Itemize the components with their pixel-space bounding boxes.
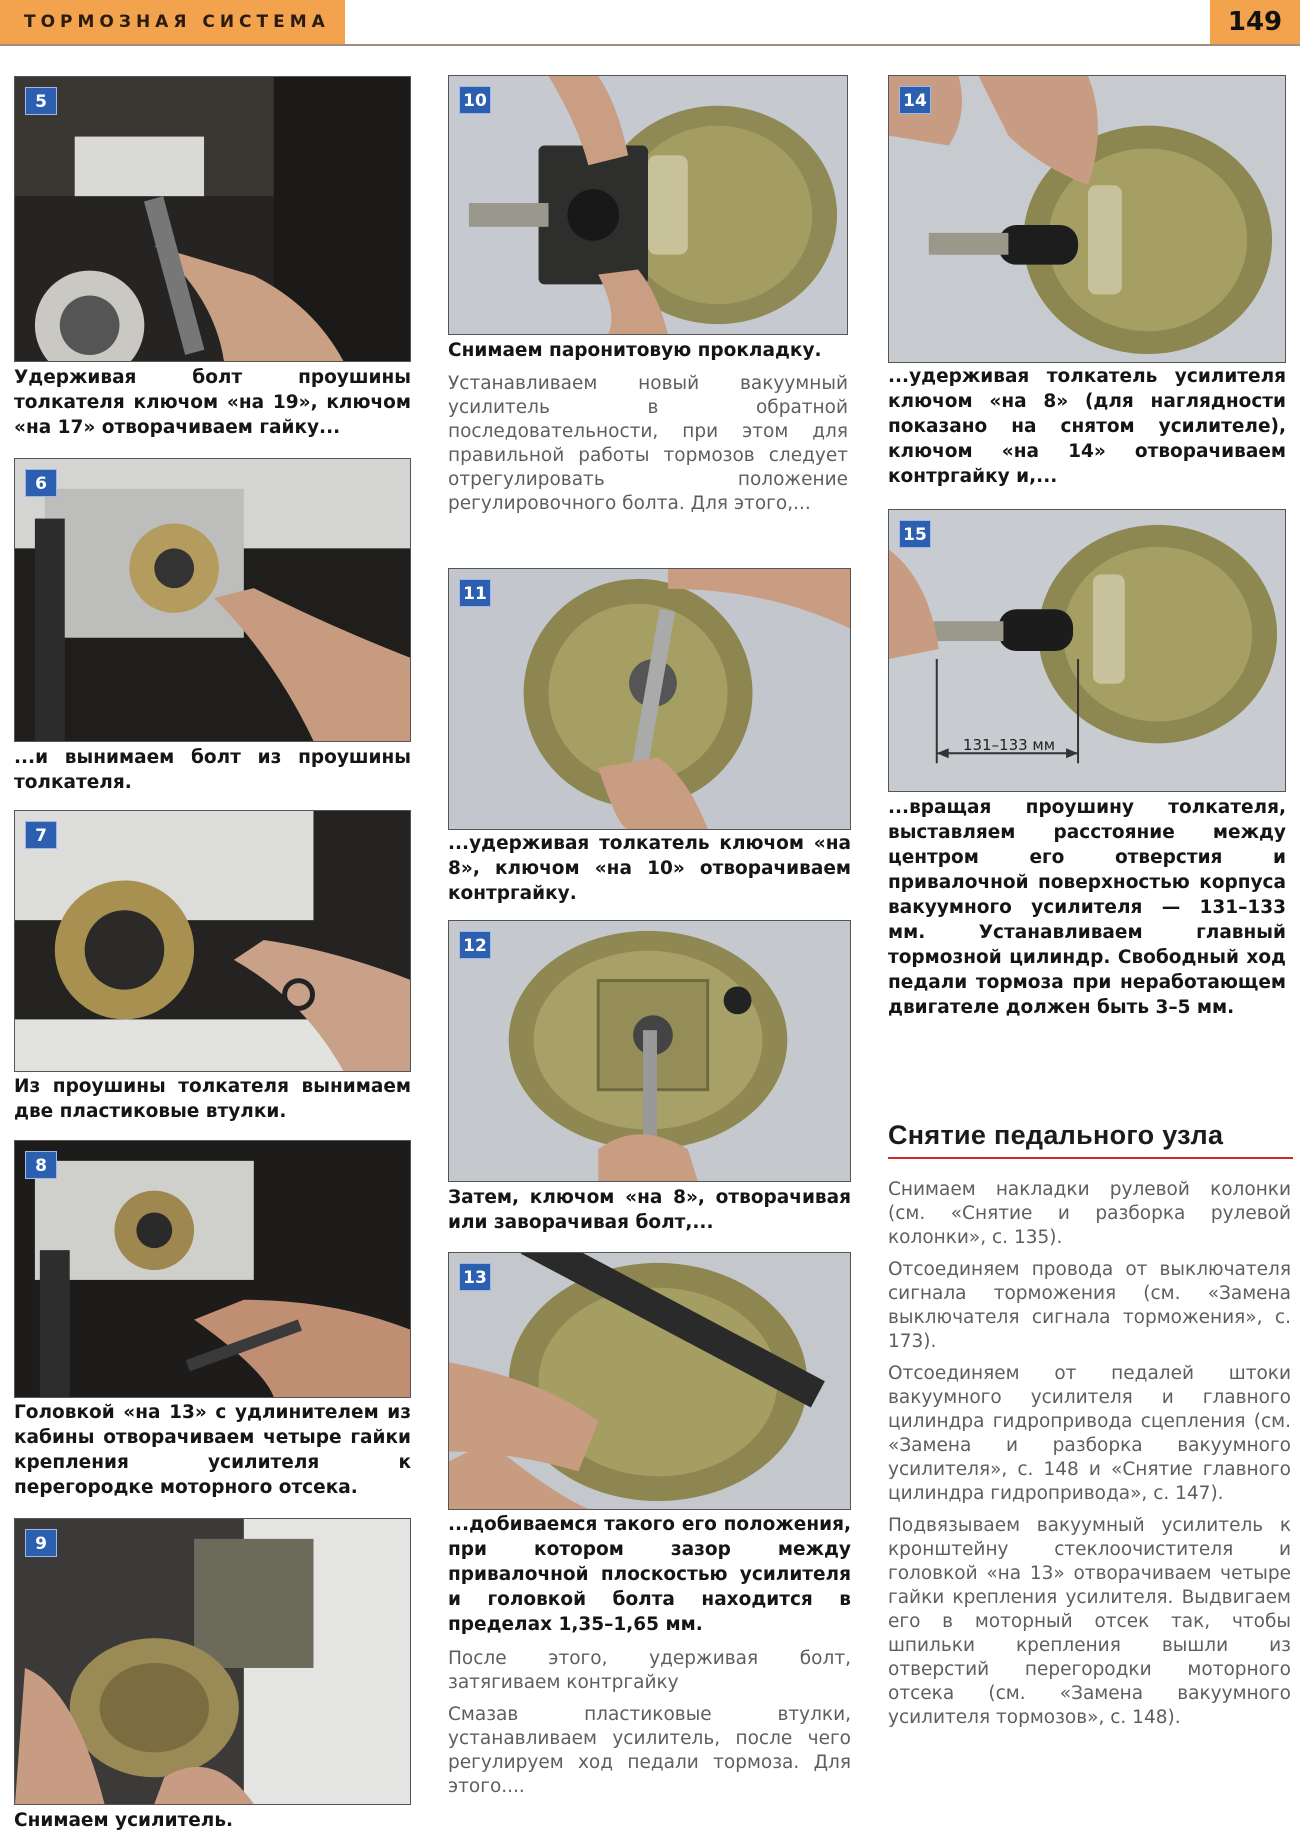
photo-number-badge: 12	[459, 931, 491, 959]
photo-7	[14, 810, 411, 1072]
photo-number-badge: 6	[25, 469, 57, 497]
lubricate-paragraph: Смазав пластиковые втулки, устанавливаем усилитель, после чего регулируем ход педали тормоза. Для этого....	[448, 1704, 851, 1797]
photo-15	[888, 509, 1286, 792]
tighten-paragraph: После этого, удерживая болт, затягиваем контргайку	[448, 1648, 851, 1693]
photo-12	[448, 920, 851, 1182]
section-title: Снятие педального узла	[888, 1120, 1224, 1150]
photo-9	[14, 1518, 411, 1805]
photo-8-caption: Головкой «на 13» с удлинителем из кабины отворачиваем четыре гайки крепления усилителя к перегородке моторного отсека.	[14, 1402, 411, 1498]
section-title-underline	[888, 1157, 1293, 1159]
page-number: 149	[1210, 0, 1300, 44]
photo-5-caption: Удерживая болт проушины толкателя ключом «на 19», ключом «на 17» отворачиваем гайку...	[14, 367, 411, 438]
photo-number-badge: 14	[899, 86, 931, 114]
photo-13-caption: ...добиваемся такого его положения, при котором зазор между привалочной плоскостью усилителя и головкой болта находится в пределах 1,35–1,65 мм.	[448, 1514, 851, 1635]
section-paragraph: Подвязываем вакуумный усилитель к кронштейну стеклоочистителя и головкой «на 13» отворачиваем четыре гайки крепления усилителя. Выдвигаем его в моторный отсек так, чтобы шпильки крепления вышли из отверстий перегородки моторного отсека (см. «Замена вакуумного усилителя тормозов», с. 148).	[888, 1515, 1291, 1728]
dimension-label: 131–133 мм	[962, 736, 1056, 754]
photo-number-badge: 5	[25, 87, 57, 115]
photo-15-caption: ...вращая проушину толкателя, выставляем расстояние между центром его отверстия и привалочной поверхностью корпуса вакуумного усилителя — 131–133 мм. Устанавливаем главный тормозной цилиндр. Свободный ход педали тормоза при неработающем двигателе должен быть 3–5 мм.	[888, 797, 1286, 1018]
section-paragraph: Снимаем накладки рулевой колонки (см. «Снятие и разборка рулевой колонки», с. 135).	[888, 1179, 1291, 1248]
tighten-text	[448, 1647, 851, 1807]
photo-number-badge: 9	[25, 1529, 57, 1557]
photo-8	[14, 1140, 411, 1398]
photo-14-caption: ...удерживая толкатель усилителя ключом «на 8» (для наглядности показано на снятом усилителе), ключом «на 14» отворачиваем контргайку и,...	[888, 366, 1286, 487]
photo-10-caption: Снимаем паронитовую прокладку.	[448, 340, 822, 361]
photo-10	[448, 75, 848, 335]
photo-12-caption: Затем, ключом «на 8», отворачивая или заворачивая болт,...	[448, 1187, 851, 1233]
header-divider	[0, 44, 1300, 46]
photo-number-badge: 11	[459, 579, 491, 607]
section-paragraph: Отсоединяем провода от выключателя сигнала торможения (см. «Замена выключателя сигнала торможения», с. 173).	[888, 1259, 1291, 1352]
photo-11	[448, 568, 851, 830]
photo-6	[14, 458, 411, 742]
photo-11-caption: ...удерживая толкатель ключом «на 8», ключом «на 10» отворачиваем контргайку.	[448, 833, 851, 904]
photo-6-caption: ...и вынимаем болт из проушины толкателя.	[14, 747, 411, 793]
photo-7-caption: Из проушины толкателя вынимаем две пластиковые втулки.	[14, 1076, 411, 1122]
photo-number-badge: 8	[25, 1151, 57, 1179]
photo-9-caption: Снимаем усилитель.	[14, 1810, 234, 1831]
section-paragraph: Отсоединяем от педалей штоки вакуумного усилителя и главного цилиндра гидропривода сцепления (см. «Замена и разборка вакуумного усилителя», с. 148 и «Снятие главного цилиндра гидропривода», с. 147).	[888, 1363, 1291, 1504]
section-header: ТОРМОЗНАЯ СИСТЕМА	[0, 0, 345, 44]
photo-5	[14, 76, 411, 362]
photo-number-badge: 13	[459, 1263, 491, 1291]
photo-14	[888, 75, 1286, 363]
photo-13	[448, 1252, 851, 1510]
install-instructions-text: Устанавливаем новый вакуумный усилитель в обратной последовательности, при этом для правильной работы тормозов следует отрегулировать положение регулировочного болта. Для этого,...	[448, 373, 848, 514]
page-header	[0, 0, 1300, 46]
section-body	[888, 1178, 1291, 1738]
photo-number-badge: 7	[25, 821, 57, 849]
photo-number-badge: 10	[459, 86, 491, 114]
photo-number-badge: 15	[899, 520, 931, 548]
